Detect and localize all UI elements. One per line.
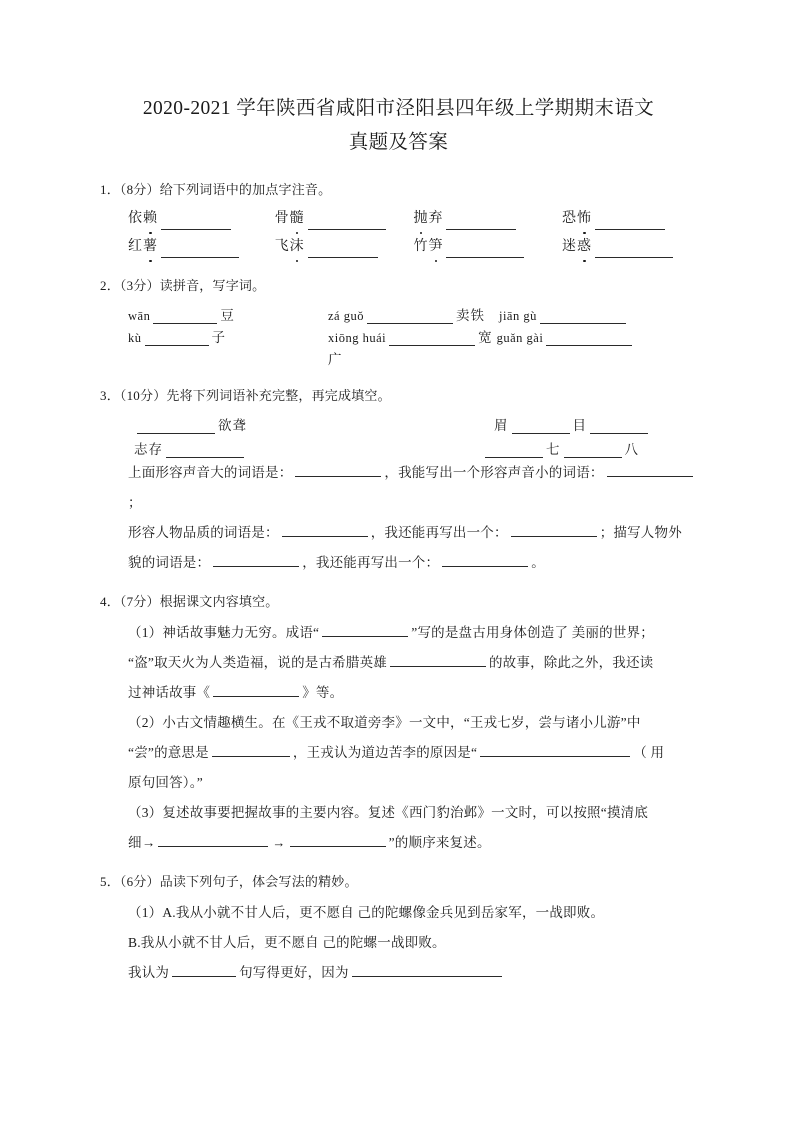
answer-blank[interactable] — [153, 308, 217, 324]
pinyin-text: jiān gù — [498, 309, 537, 323]
fill-text: ”写的是盘古用身体创造了 美丽的世界； — [411, 625, 654, 640]
answer-blank[interactable] — [389, 330, 475, 346]
pinyin-text: kù — [128, 331, 142, 345]
answer-blank[interactable] — [590, 418, 648, 434]
word-item-yilai — [128, 208, 275, 230]
fill-text: ； — [128, 495, 142, 510]
answer-blank[interactable] — [213, 681, 299, 697]
fill-text: 细→ — [128, 835, 156, 850]
question-4-sub2-line1 — [100, 708, 697, 738]
arrow-separator: → — [272, 835, 286, 850]
question-5 — [100, 868, 697, 988]
dotted-char: 薯 — [143, 236, 158, 258]
answer-blank[interactable] — [442, 551, 528, 567]
trailing-char: 广 — [328, 352, 343, 367]
answer-blank[interactable] — [446, 242, 524, 258]
question-2-row-2 — [100, 326, 697, 346]
page-title-line1: 2020-2021 学年陕西省咸阳市泾阳县四年级上学期期末语文 — [142, 98, 655, 119]
answer-blank[interactable] — [546, 330, 632, 346]
trailing-char: 宽 — [478, 330, 493, 345]
fill-text: （2）小古文情趣横生。在《王戎不取道旁李》一文中，“王戎七岁，尝与诸小儿游”中 — [128, 715, 641, 730]
dotted-char: 抛 — [413, 208, 428, 230]
answer-blank[interactable] — [158, 831, 268, 847]
answer-blank[interactable] — [212, 741, 290, 757]
fill-text: “盗”取天火为人类造福，说的是古希腊英雄 — [128, 655, 387, 670]
pinyin-text: zá guǒ — [328, 309, 364, 323]
fill-text: 貌的词语是： — [128, 555, 211, 570]
trailing-char: 卖铁 — [455, 308, 485, 323]
question-4-sub3-line2 — [100, 828, 697, 858]
answer-blank[interactable] — [367, 308, 453, 324]
question-5-stem: 5．（6分）品读下列句子，体会写法的精妙。 — [100, 874, 358, 889]
word-gusui: 骨髓 — [275, 208, 305, 230]
question-1-stem: 1．（8分）给下列词语中的加点字注音。 — [100, 182, 332, 197]
dotted-char: 笋 — [428, 236, 443, 258]
question-1 — [100, 176, 697, 258]
word-hongshu: 红薯 — [128, 236, 158, 258]
question-1-word-row-2 — [100, 236, 697, 258]
question-4-sub1-line3 — [100, 678, 697, 708]
word-kongbu: 恐怖 — [562, 208, 592, 230]
pinyin-text: xiōng huái — [328, 331, 387, 345]
fill-text: ，我还能再写出一个： — [302, 555, 440, 570]
word-item-paoqi — [413, 208, 562, 230]
answer-blank[interactable] — [145, 330, 209, 346]
answer-blank[interactable] — [607, 461, 693, 477]
idiom-text: 八 — [624, 442, 639, 457]
fill-text: 上面形容声音大的词语是： — [128, 465, 293, 480]
word-item-gusui — [275, 208, 414, 230]
question-4 — [100, 588, 697, 858]
question-4-sub2-line2 — [100, 738, 697, 768]
fill-text: （1）神话故事魅力无穷。成语“ — [128, 625, 320, 640]
question-4-stem: 4．（7分）根据课文内容填空。 — [100, 594, 279, 609]
idiom-text: 欲聋 — [218, 418, 247, 433]
dotted-char: 沫 — [290, 236, 305, 258]
word-item-mihuo — [562, 236, 697, 258]
fill-text: ”的顺序来复述。 — [388, 835, 491, 850]
answer-blank[interactable] — [540, 308, 626, 324]
word-item-hongshu — [128, 236, 275, 258]
pinyin-item-xionghuai — [328, 326, 493, 346]
dotted-char: 赖 — [143, 208, 158, 230]
fill-text: “尝”的意思是 — [128, 745, 209, 760]
idiom-text: 目 — [572, 418, 587, 433]
answer-blank[interactable] — [511, 521, 597, 537]
answer-blank[interactable] — [480, 741, 630, 757]
question-4-sub1-line1 — [100, 618, 697, 648]
question-3-fill-line-3 — [100, 548, 697, 578]
word-item-zhusun — [413, 236, 562, 258]
question-2 — [100, 272, 697, 368]
question-2-row-3 — [100, 348, 697, 368]
dotted-char: 髓 — [290, 208, 305, 230]
answer-blank[interactable] — [213, 551, 299, 567]
answer-blank[interactable] — [564, 442, 622, 458]
dotted-char: 怖 — [577, 208, 592, 230]
question-4-sub2-line3 — [100, 768, 697, 798]
word-feimo: 飞沫 — [275, 236, 305, 258]
page-title — [100, 92, 697, 160]
fill-text: ，我能写出一个形容声音小的词语： — [384, 465, 604, 480]
pinyin-item-guangai — [497, 330, 636, 346]
fill-text: 的故事，除此之外，我还读 — [488, 655, 654, 670]
word-zhusun: 竹笋 — [413, 236, 443, 258]
question-1-word-row-1 — [100, 208, 697, 230]
fill-text: 》等。 — [302, 685, 344, 700]
word-mihuo: 迷惑 — [562, 236, 592, 258]
fill-text: （ 用 — [633, 745, 665, 760]
fill-text: 我认为 — [128, 965, 170, 980]
answer-blank[interactable] — [161, 242, 239, 258]
question-3-idiom-row-1 — [100, 414, 697, 434]
answer-blank[interactable] — [322, 621, 408, 637]
answer-blank[interactable] — [137, 418, 215, 434]
option-a-text: （1）A.我从小就不甘人后，更不愿自 己的陀螺像金兵见到岳家军，一战即败。 — [128, 905, 605, 920]
pinyin-item-kuzi — [128, 326, 328, 346]
word-paoqi: 抛弃 — [413, 208, 443, 230]
fill-text: ，我还能再写出一个： — [370, 525, 508, 540]
option-b-text: B.我从小就不甘人后，更不愿自 己的陀螺一战即败。 — [128, 935, 446, 950]
fill-text: 句写得更好，因为 — [239, 965, 349, 980]
fill-text: 原句回答）。” — [128, 775, 203, 790]
answer-blank[interactable] — [308, 242, 378, 258]
question-2-row-1 — [100, 304, 697, 324]
question-3-fill-line-2 — [100, 518, 697, 548]
pinyin-item-jiangu — [499, 308, 629, 324]
fill-text: 形容人物品质的词语是： — [128, 525, 279, 540]
idiom-item-zheneryulong — [134, 414, 404, 434]
answer-blank[interactable] — [161, 214, 231, 230]
word-item-kongbu — [562, 208, 697, 230]
question-4-sub1-line2 — [100, 648, 697, 678]
answer-blank[interactable] — [282, 521, 368, 537]
answer-blank[interactable] — [595, 214, 665, 230]
pinyin-text: guǎn gài — [496, 331, 544, 345]
answer-blank[interactable] — [166, 442, 244, 458]
answer-blank[interactable] — [290, 831, 386, 847]
fill-text: ；描写人物外 — [599, 525, 682, 540]
trailing-char: 子 — [211, 330, 226, 345]
pinyin-text: wān — [128, 309, 151, 323]
answer-blank[interactable] — [390, 651, 486, 667]
word-item-feimo — [275, 236, 414, 258]
dotted-char: 惑 — [577, 236, 592, 258]
pinyin-item-wandou — [128, 304, 328, 324]
fill-text: ，王戎认为道边苦李的原因是“ — [292, 745, 478, 760]
idiom-item-meimu — [494, 414, 651, 434]
trailing-char: 豆 — [220, 308, 235, 323]
fill-text: 。 — [531, 555, 545, 570]
word-yilai: 依赖 — [128, 208, 158, 230]
question-2-stem: 2．（3分）读拼音，写字词。 — [100, 278, 266, 293]
answer-blank[interactable] — [352, 961, 502, 977]
pinyin-item-guang — [328, 348, 343, 368]
idiom-item-zhicun — [134, 438, 404, 458]
question-5-option-a — [100, 898, 697, 928]
pinyin-item-zaguo — [328, 304, 485, 324]
page-title-line2: 真题及答案 — [348, 132, 449, 153]
question-5-answer-line — [100, 958, 697, 988]
fill-text: （3）复述故事要把握故事的主要内容。复述《西门豹治邺》一文时，可以按照“摸清底 — [128, 805, 649, 820]
answer-blank[interactable] — [446, 214, 516, 230]
fill-text: 过神话故事《 — [128, 685, 211, 700]
answer-blank[interactable] — [485, 442, 543, 458]
question-3-fill-line-1 — [100, 458, 697, 518]
idiom-text: 七 — [546, 442, 561, 457]
question-4-sub3-line1 — [100, 798, 697, 828]
answer-blank[interactable] — [295, 461, 381, 477]
question-3-idiom-row-2 — [100, 438, 697, 458]
idiom-item-qiba — [482, 438, 639, 458]
answer-blank[interactable] — [595, 242, 673, 258]
answer-blank[interactable] — [512, 418, 570, 434]
question-5-option-b — [100, 928, 697, 958]
question-3-stem: 3．（10分）先将下列词语补充完整，再完成填空。 — [100, 388, 391, 403]
answer-blank[interactable] — [308, 214, 386, 230]
idiom-text: 志存 — [134, 442, 163, 457]
answer-blank[interactable] — [172, 961, 236, 977]
idiom-text: 眉 — [494, 418, 509, 433]
question-3 — [100, 382, 697, 578]
